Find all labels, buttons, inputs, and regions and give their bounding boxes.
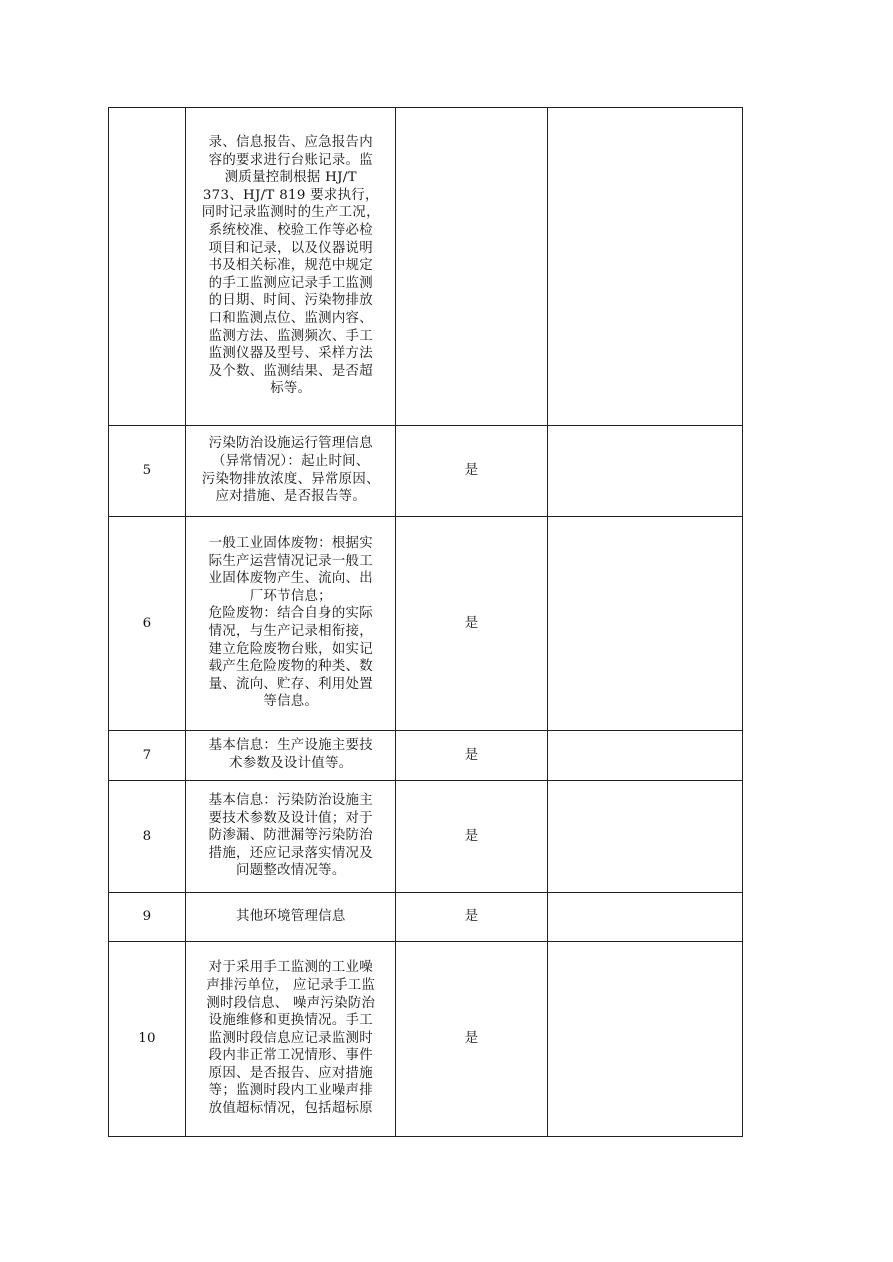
row-number-cell: 6 — [109, 517, 186, 731]
record-content-cell — [186, 426, 396, 517]
required-cell: 是 — [396, 893, 547, 942]
record-content-text: 基本信息：生产设施主要技 术参数及设计值等。 — [208, 738, 373, 771]
record-content-text: 录、信息报告、应急报告内 容的要求进行台账记录。监 测质量控制根据 HJ/T 373、HJ/T 819 要求执行， 同时记录监测时的生产工况， 系统校准、校验工作等必检 项目和记录，以及仪器说明 书及相关标准，规范中规定 的手工监测应记录手工监测 的日期、时间、污染物排放 口和监测点位、监测内容、 监测方法、监测频次、手工 监测仪器及型号、采样方法 及个数、监测结果、是否超 标等。 — [201, 135, 380, 397]
row-number-cell: 7 — [109, 731, 186, 781]
required-cell — [396, 108, 547, 426]
table-row — [109, 108, 743, 426]
required-cell: 是 — [396, 517, 547, 731]
required-cell: 是 — [396, 942, 547, 1137]
record-content-text: 一般工业固体废物：根据实 际生产运营情况记录一般工 业固体废物产生、流向、出 厂环节信息； 危险废物：结合自身的实际 情况，与生产记录相衔接， 建立危险废物台账，如实记 载产生危险废物的种类、数 量、流向、贮存、利用处置 等信息。 — [208, 536, 373, 710]
row-number-cell: 9 — [109, 893, 186, 942]
row-number-cell: 8 — [109, 781, 186, 893]
record-content-text: 对于采用手工监测的工业噪 声排污单位， 应记录手工监 测时段信息、 噪声污染防治 设施维修和更换情况。手工 监测时段信息应记录监测时 段内非正常工况情形、事件 原因、是否报告、应对措施 等；监测时段内工业噪声排 放值超标情况，包括超标原 — [206, 960, 376, 1117]
record-content-cell — [186, 942, 396, 1137]
table-row — [109, 517, 743, 731]
note-cell — [547, 517, 742, 731]
note-cell — [547, 893, 742, 942]
record-content-text: 污染防治设施运行管理信息 （异常情况）：起止时间、 污染物排放浓度、异常原因、 应对措施、是否报告等。 — [201, 436, 380, 505]
required-cell: 是 — [396, 426, 547, 517]
record-content-cell — [186, 517, 396, 731]
record-content-cell — [186, 781, 396, 893]
record-content-cell — [186, 893, 396, 942]
record-content-text: 其他环境管理信息 — [236, 908, 346, 924]
record-content-text: 基本信息：污染防治设施主 要技术参数及设计值；对于 防渗漏、防泄漏等污染防治 措施，还应记录落实情况及 问题整改情况等。 — [208, 793, 373, 879]
table-row — [109, 893, 743, 942]
table-row — [109, 781, 743, 893]
row-number-cell — [109, 108, 186, 426]
note-cell — [547, 781, 742, 893]
row-number-cell: 5 — [109, 426, 186, 517]
note-cell — [547, 731, 742, 781]
table-row — [109, 426, 743, 517]
note-cell — [547, 426, 742, 517]
row-number-cell: 10 — [109, 942, 186, 1137]
table-row — [109, 731, 743, 781]
ledger-requirements-table — [108, 107, 743, 1137]
note-cell — [547, 942, 742, 1137]
table-row — [109, 942, 743, 1137]
required-cell: 是 — [396, 781, 547, 893]
record-content-cell — [186, 731, 396, 781]
required-cell: 是 — [396, 731, 547, 781]
record-content-cell — [186, 108, 396, 426]
note-cell — [547, 108, 742, 426]
